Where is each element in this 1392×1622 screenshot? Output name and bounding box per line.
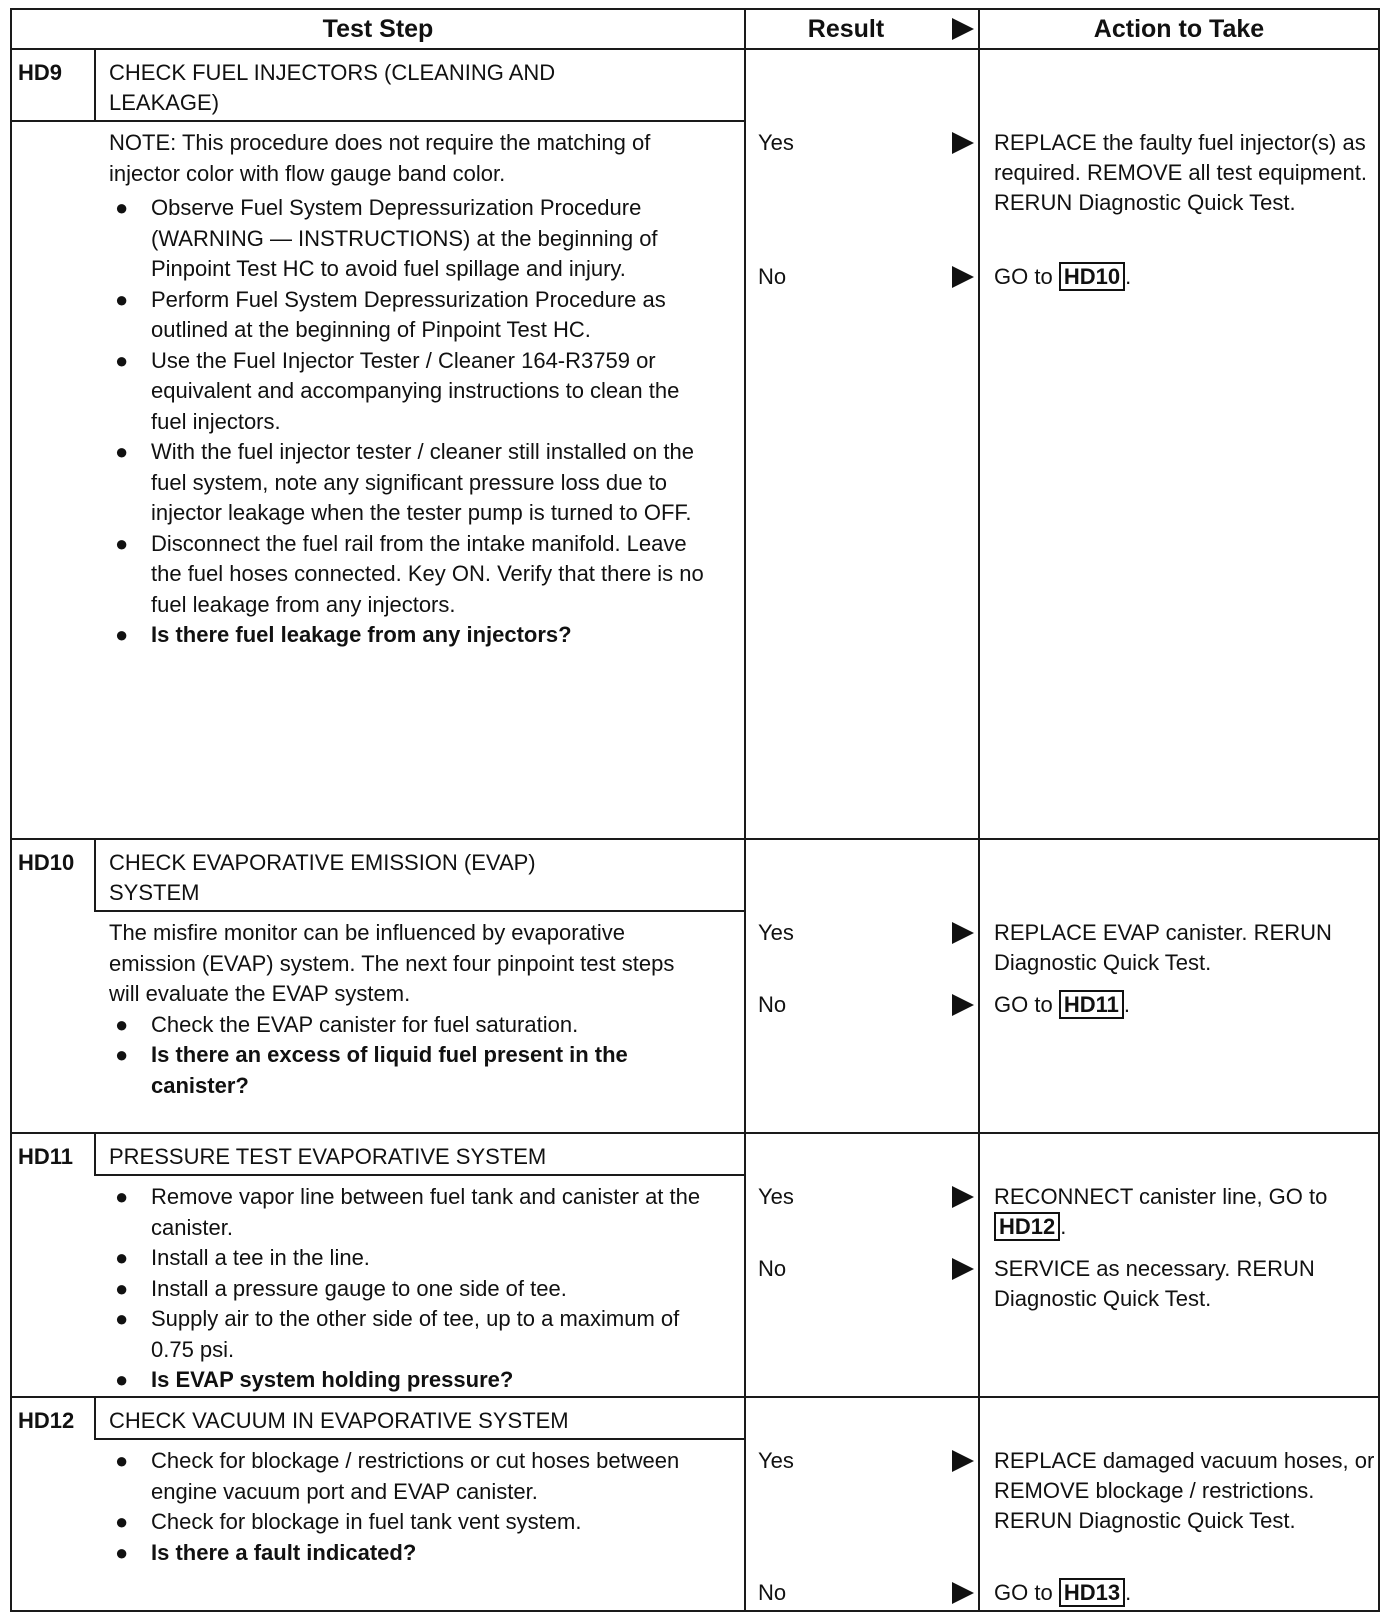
step-note: NOTE: This procedure does not require the matching of injector color with flow gauge band color.	[109, 130, 651, 186]
result-arrow-icon	[952, 1258, 974, 1280]
result-yes: Yes	[758, 130, 794, 155]
list-item: ● Remove vapor line between fuel tank and canister at the canister.	[115, 1184, 701, 1240]
bullet-icon: ●	[115, 1184, 129, 1209]
result-no: No	[758, 1256, 787, 1281]
list-item: ● Supply air to the other side of tee, up to a maximum of 0.75 psi.	[115, 1306, 680, 1362]
step-id: HD10	[18, 850, 75, 875]
bullet-icon: ●	[115, 286, 129, 312]
step-body	[109, 918, 709, 1101]
action-yes: REPLACE damaged vacuum hoses, or REMOVE blockage / restrictions. RERUN Diagnostic Quick Test.	[994, 1448, 1375, 1533]
hd9-id-divider	[94, 48, 96, 122]
step-title: CHECK VACUUM IN EVAPORATIVE SYSTEM	[109, 1408, 569, 1433]
result-arrow-icon	[952, 994, 974, 1016]
bullet-icon: ●	[115, 1509, 129, 1534]
hd10-row-divider	[10, 838, 1380, 840]
result-arrow-icon	[952, 1186, 974, 1208]
bullet-icon: ●	[115, 1306, 129, 1331]
result-no: No	[758, 992, 787, 1017]
action-yes: REPLACE the faulty fuel injector(s) as required. REMOVE all test equipment. RERUN Diagnostic Quick Test.	[994, 130, 1367, 215]
list-item: ● Check for blockage / restrictions or cut hoses between engine vacuum port and EVAP canister.	[115, 1448, 680, 1504]
hd11-title-divider	[94, 1174, 744, 1176]
step-question: ● Is EVAP system holding pressure?	[109, 1365, 709, 1396]
step-reference-link[interactable]: HD10	[1059, 262, 1125, 291]
list-item: ● Perform Fuel System Depressurization Procedure as outlined at the beginning of Pinpoint Test HC.	[115, 286, 666, 342]
header-action: Action to Take	[1093, 15, 1265, 43]
action-no: SERVICE as necessary. RERUN Diagnostic Quick Test.	[994, 1256, 1315, 1311]
bullet-icon: ●	[115, 347, 129, 373]
step-id: HD12	[18, 1408, 75, 1433]
step-question: ● Is there an excess of liquid fuel present in the canister?	[115, 1042, 628, 1098]
table-border-bottom	[10, 1610, 1380, 1612]
result-no: No	[758, 1580, 787, 1605]
hd12-title-divider	[94, 1438, 744, 1440]
bullet-icon: ●	[115, 622, 129, 647]
step-body	[109, 128, 709, 651]
step-title: PRESSURE TEST EVAPORATIVE SYSTEM	[109, 1144, 547, 1169]
step-reference-link[interactable]: HD12	[994, 1212, 1060, 1241]
header-test-step: Test Step	[322, 15, 434, 43]
result-yes: Yes	[758, 1184, 794, 1209]
hd10-id-divider	[94, 838, 96, 912]
step-title: CHECK FUEL INJECTORS (CLEANING AND LEAKAGE)	[109, 60, 556, 115]
action-yes: REPLACE EVAP canister. RERUN Diagnostic Quick Test.	[994, 920, 1332, 975]
action-yes: RECONNECT canister line, GO to HD12 .	[994, 1184, 1328, 1239]
header-result: Result	[807, 15, 885, 43]
step-id: HD9	[18, 60, 63, 85]
result-yes: Yes	[758, 1448, 794, 1473]
hd12-id-divider	[94, 1396, 96, 1440]
hd11-id-divider	[94, 1132, 96, 1176]
bullet-icon: ●	[115, 1245, 129, 1270]
result-yes: Yes	[758, 920, 794, 945]
result-arrow-icon	[952, 1582, 974, 1604]
action-column-divider	[978, 8, 980, 1612]
step-question: ● Is there a fault indicated?	[109, 1538, 709, 1569]
bullet-icon: ●	[115, 1042, 129, 1067]
list-item: ● Check for blockage in fuel tank vent system.	[109, 1507, 709, 1538]
hd9-title-divider	[10, 120, 744, 122]
step-note: The misfire monitor can be influenced by evaporative emission (EVAP) system. The next four pinpoint test steps will evaluate the EVAP system.	[109, 920, 675, 1006]
header-divider	[10, 48, 1380, 50]
step-body	[109, 1446, 709, 1568]
result-arrow-icon	[952, 132, 974, 154]
list-item: ● Disconnect the fuel rail from the intake manifold. Leave the fuel hoses connected. Key ON. Verify that there is no fuel leakage from any injectors.	[115, 530, 704, 617]
step-id: HD11	[18, 1144, 74, 1169]
step-reference-link[interactable]: HD11	[1059, 990, 1124, 1019]
list-item: ● Use the Fuel Injector Tester / Cleaner 164-R3759 or equivalent and accompanying instructions to clean the fuel injectors.	[115, 347, 680, 434]
bullet-icon: ●	[115, 1367, 129, 1392]
result-arrow-icon	[952, 922, 974, 944]
step-reference-link[interactable]: HD13	[1059, 1578, 1125, 1607]
list-item: ● Install a pressure gauge to one side of tee.	[109, 1274, 709, 1305]
bullet-icon: ●	[115, 195, 129, 220]
bullet-icon: ●	[115, 1011, 129, 1037]
result-column-divider	[744, 8, 746, 1612]
step-question: ● Is there fuel leakage from any injectors?	[109, 620, 709, 651]
list-item: ● Install a tee in the line.	[109, 1243, 709, 1274]
result-arrow-icon	[952, 1450, 974, 1472]
list-item: ● Check the EVAP canister for fuel saturation.	[109, 1010, 709, 1041]
list-item: ● Observe Fuel System Depressurization Procedure (WARNING — INSTRUCTIONS) at the beginning of Pinpoint Test HC to avoid fuel spillage and injury.	[115, 195, 658, 281]
action-no: GO to HD10 .	[994, 264, 1132, 289]
hd11-row-divider	[10, 1132, 1380, 1134]
table-border-left	[10, 8, 12, 1612]
bullet-icon: ●	[115, 1539, 129, 1565]
header-arrow-icon	[952, 18, 974, 40]
bullet-icon: ●	[115, 1448, 129, 1473]
step-body	[109, 1182, 709, 1396]
action-no: GO to HD13 .	[994, 1580, 1132, 1605]
hd10-title-divider	[94, 910, 744, 912]
result-no: No	[758, 264, 787, 289]
action-no: GO to HD11 .	[994, 992, 1130, 1017]
bullet-icon: ●	[115, 1275, 129, 1301]
table-border-right	[1378, 8, 1380, 1612]
bullet-icon: ●	[115, 530, 129, 556]
list-item: ● With the fuel injector tester / cleaner still installed on the fuel system, note any significant pressure loss due to injector leakage when the tester pump is turned to OFF.	[115, 439, 694, 525]
hd12-row-divider	[10, 1396, 1380, 1398]
bullet-icon: ●	[115, 439, 129, 464]
step-title: CHECK EVAPORATIVE EMISSION (EVAP) SYSTEM	[109, 850, 536, 905]
result-arrow-icon	[952, 266, 974, 288]
